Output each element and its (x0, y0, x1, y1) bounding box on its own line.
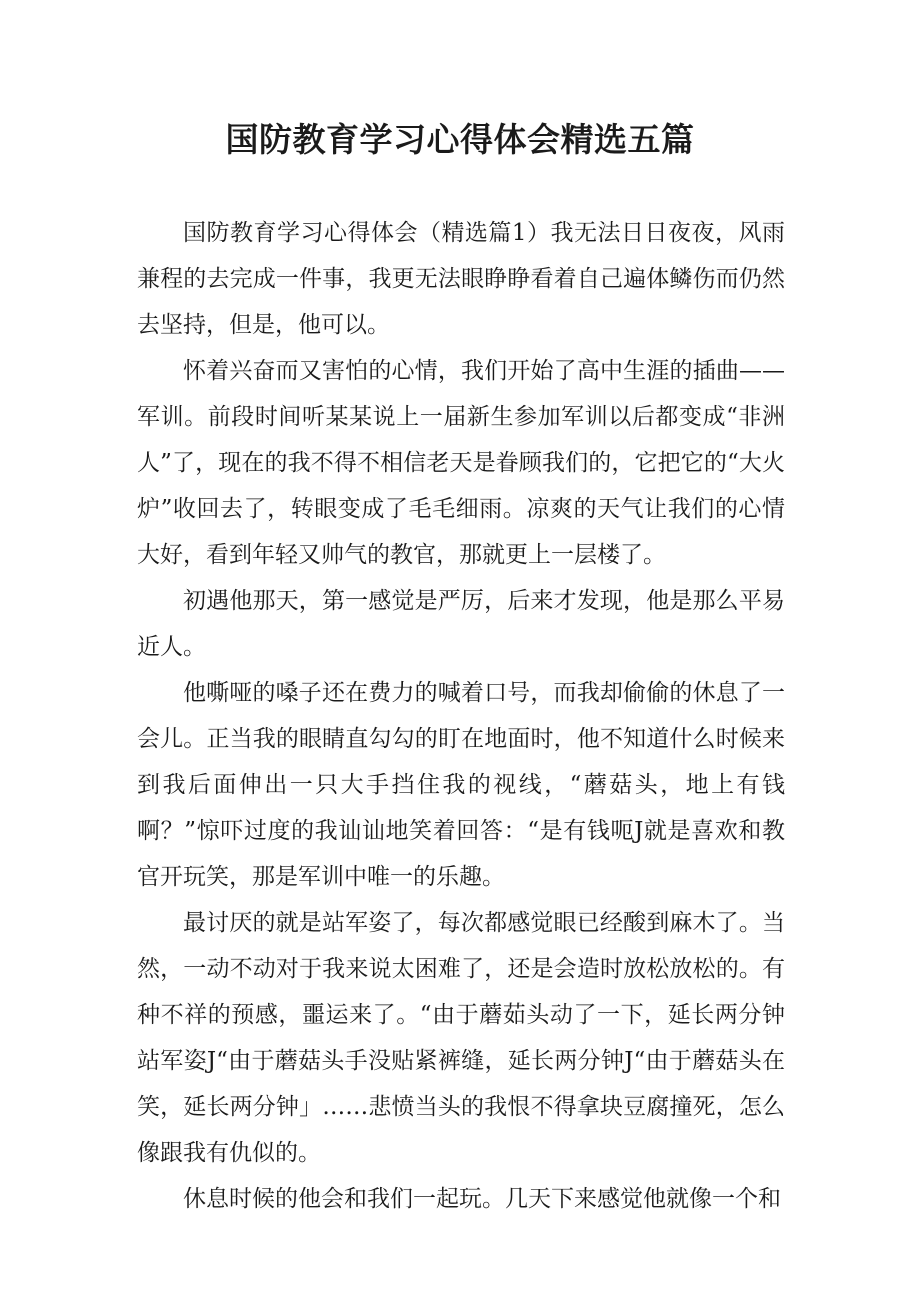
document-title: 国防教育学习心得体会精选五篇 (225, 120, 695, 159)
paragraph: 他嘶哑的嗓子还在费力的喊着口号，而我却偷偷的休息了一会儿。正当我的眼睛直勾勾的盯在地面时，他不知道什么时候来到我后面伸出一只大手挡住我的视线，“蘑菇头，地上有钱啊？”惊吓过度的我讪讪地笑着回答：“是有钱呃J就是喜欢和教官开玩笑，那是军训中唯一的乐趣。 (137, 680, 785, 890)
paragraph: 怀着兴奋而又害怕的心情，我们开始了高中生涯的插曲——军训。前段时间听某某说上一届新生参加军训以后都变成“非洲人”了，现在的我不得不相信老天是眷顾我们的，它把它的“大火炉”收回去了，转眼变成了毛毛细雨。凉爽的天气让我们的心情大好，看到年轻又帅气的教官，那就更上一层楼了。 (137, 358, 785, 568)
paragraph: 休息时候的他会和我们一起玩。几天下来感觉他就像一个和 (183, 1186, 781, 1212)
paragraph: 国防教育学习心得体会（精选篇1）我无法日日夜夜，风雨兼程的去完成一件事，我更无法眼睁睁看着自己遍体鳞伤而仍然去坚持，但是，他可以。 (137, 220, 785, 338)
paragraph: 初遇他那天，第一感觉是严厉，后来才发现，他是那么平易近人。 (137, 588, 785, 660)
document-body (137, 210, 785, 1222)
paragraph: 最讨厌的就是站军姿了，每次都感觉眼已经酸到麻木了。当然，一动不动对于我来说太困难了，还是会造时放松放松的。有种不祥的预感，噩运来了。“由于蘑茹头动了一下，延长两分钟站军姿J“由于蘑菇头手没贴紧裤缝，延长两分钟J“由于蘑菇头在笑，延长两分钟」……悲愤当头的我恨不得拿块豆腐撞死，怎么像跟我有仇似的。 (137, 910, 785, 1166)
